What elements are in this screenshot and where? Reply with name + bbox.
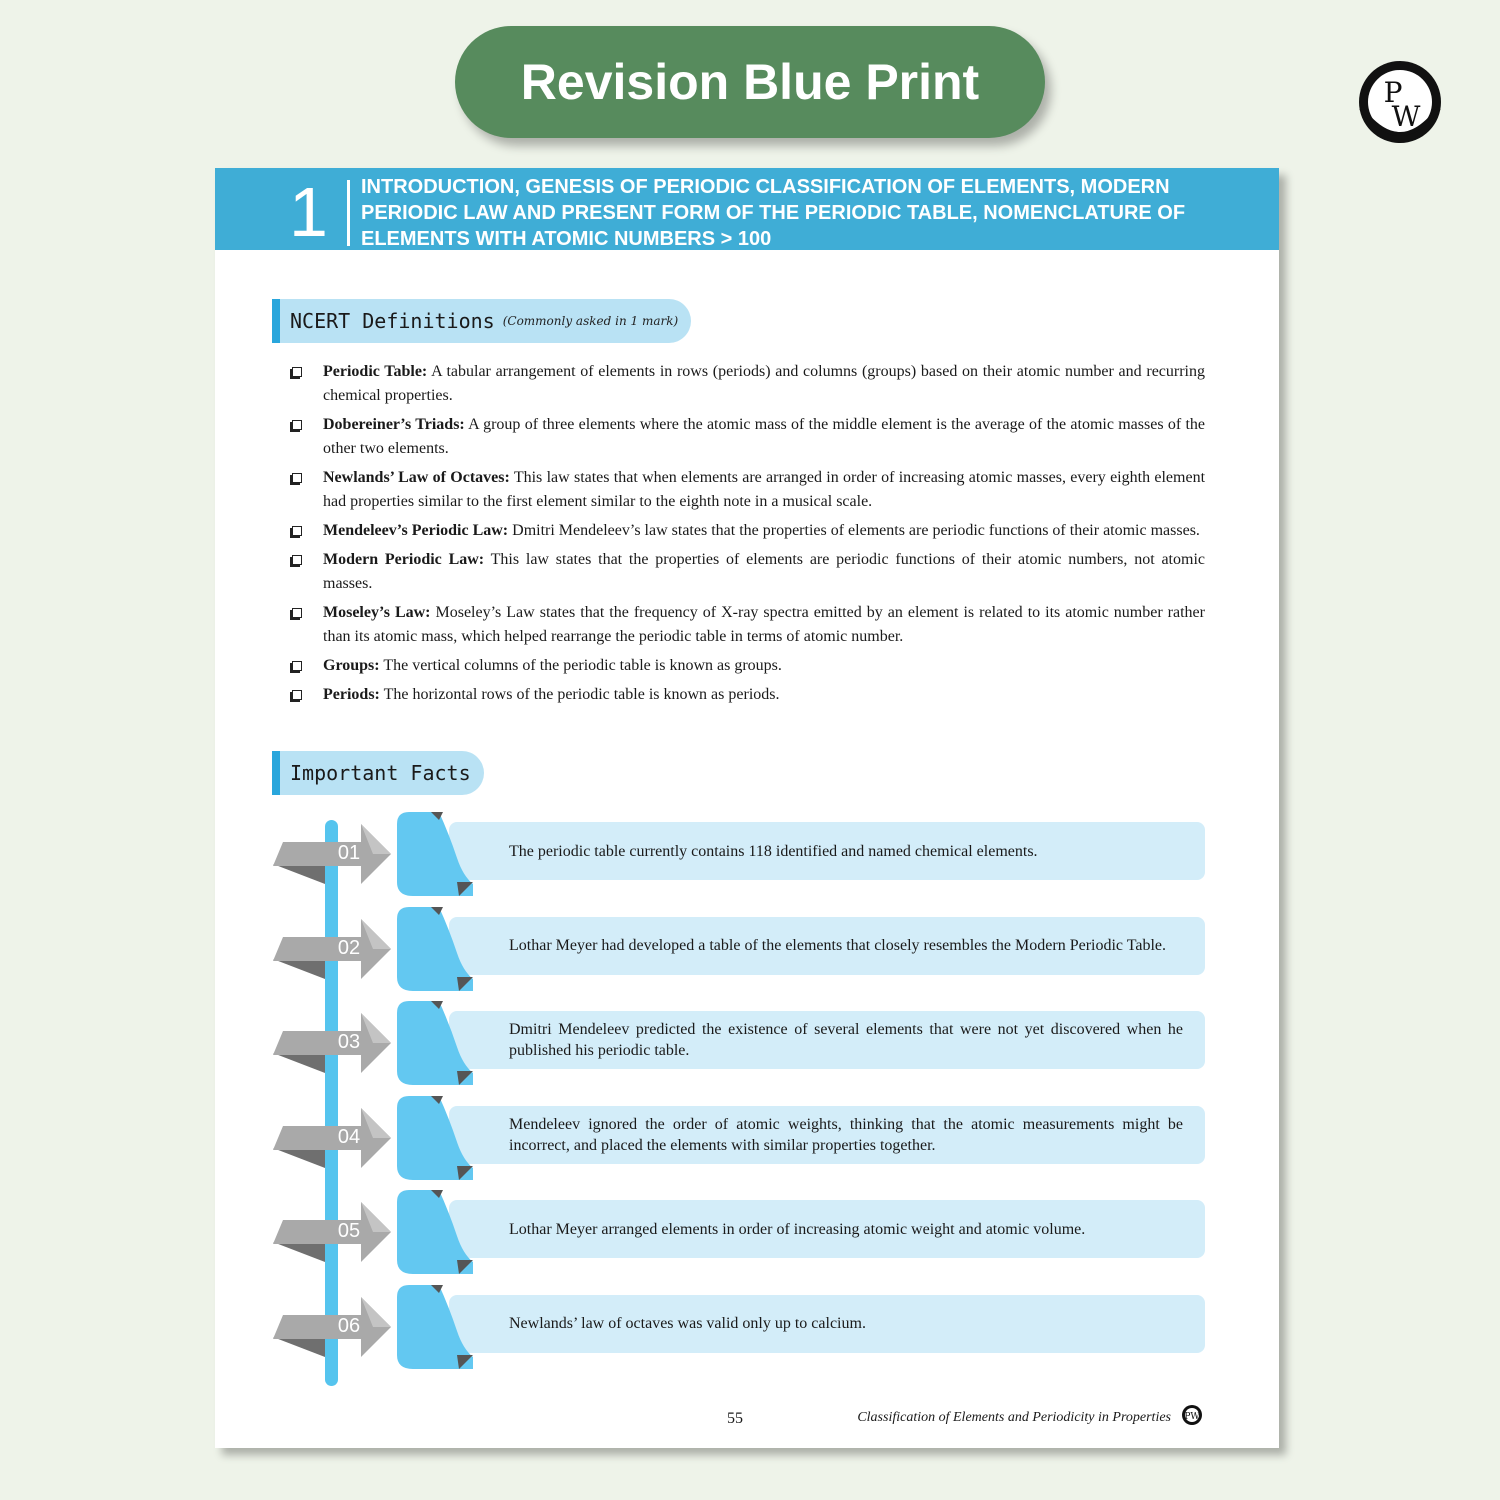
fact-number: 03 (337, 1031, 361, 1053)
folded-tab-icon (395, 1096, 475, 1180)
definition-item (290, 519, 1205, 543)
ncert-title: NCERT Definitions (290, 309, 495, 333)
fact-box (449, 1200, 1205, 1258)
fact-text: Lothar Meyer had developed a table of the elements that closely resembles the Modern Periodic Table. (509, 937, 1167, 954)
fact-box (449, 1011, 1205, 1069)
definition-text: Dmitri Mendeleev’s law states that the properties of elements are periodic functions of their atomic masses. (508, 522, 1200, 539)
book-page (215, 168, 1279, 1448)
svg-text:P: P (1383, 76, 1403, 109)
fact-item (273, 907, 1213, 991)
folded-tab-icon (395, 1285, 475, 1369)
definition-text: This law states that when elements are arranged in order of increasing atomic masses, every eighth element had properties similar to the first element similar to the eighth note in a musical scale. (323, 469, 1206, 510)
pw-logo (1356, 56, 1444, 148)
fact-text: Lothar Meyer arranged elements in order of increasing atomic weight and atomic volume. (509, 1220, 1086, 1238)
definition-item (290, 548, 1205, 596)
definition-text: The vertical columns of the periodic table is known as groups. (379, 657, 782, 674)
fact-number: 06 (337, 1314, 361, 1337)
fact-text: The periodic table currently contains 118 identified and named chemical elements. (509, 842, 1038, 860)
definition-term: Periods: (323, 686, 380, 703)
checkbox-bullet-icon (292, 473, 302, 483)
footer-chapter-title: Classification of Elements and Periodicity in Properties (857, 1410, 1171, 1425)
svg-text:PW: PW (1184, 1412, 1200, 1422)
fact-item (273, 1285, 1213, 1369)
definition-item (290, 683, 1205, 707)
folded-tab-icon (395, 907, 475, 991)
fact-text: Newlands’ law of octaves was valid only up to calcium. (509, 1315, 866, 1332)
fact-box (449, 1295, 1205, 1353)
fact-number: 05 (337, 1220, 361, 1242)
checkbox-bullet-icon (292, 608, 302, 618)
revision-banner (455, 26, 1045, 138)
fact-box (449, 822, 1205, 880)
definition-term: Newlands’ Law of Octaves: (323, 469, 510, 486)
definitions-list (290, 360, 1205, 712)
checkbox-bullet-icon (292, 367, 302, 377)
folded-tab-icon (395, 1190, 475, 1274)
fact-item (273, 1096, 1213, 1180)
fact-text: Mendeleev ignored the order of atomic weights, thinking that the atomic measurements might be incorrect, and placed the elements with similar properties together. (509, 1115, 1183, 1154)
definition-item (290, 654, 1205, 678)
footer-logo-icon (1181, 1404, 1203, 1426)
fact-text: Dmitri Mendeleev predicted the existence of several elements that were not yet discovered when he published his periodic table. (509, 1021, 1183, 1059)
definition-item (290, 360, 1205, 408)
fact-item (273, 812, 1213, 896)
checkbox-bullet-icon (292, 420, 302, 430)
definition-term: Dobereiner’s Triads: (323, 416, 465, 433)
definition-item (290, 601, 1205, 649)
chapter-title: INTRODUCTION, GENESIS OF PERIODIC CLASSIFICATION OF ELEMENTS, MODERN PERIODIC LAW AND PRESENT FORM OF THE PERIODIC TABLE, NOMENCLATURE OF ELEMENTS WITH ATOMIC NUMBERS > 100 (361, 176, 1186, 250)
definition-term: Moseley’s Law: (323, 604, 431, 621)
fact-box (449, 917, 1205, 975)
fact-number: 01 (337, 842, 361, 864)
definition-item (290, 466, 1205, 514)
definition-term: Mendeleev’s Periodic Law: (323, 522, 509, 539)
svg-text:W: W (1391, 100, 1421, 133)
definition-text: The horizontal rows of the periodic table is known as periods. (379, 686, 780, 703)
ncert-note: (Commonly asked in 1 mark) (502, 314, 679, 328)
checkbox-bullet-icon (292, 661, 302, 671)
chapter-header (215, 168, 1279, 250)
fact-box (449, 1106, 1205, 1164)
checkbox-bullet-icon (292, 555, 302, 565)
folded-tab-icon (395, 1001, 475, 1085)
checkbox-bullet-icon (292, 690, 302, 700)
definition-text: This law states that the properties of elements are periodic functions of their atomic numbers, not atomic masses. (323, 551, 1205, 592)
definition-text: A tabular arrangement of elements in rows (periods) and columns (groups) based on their atomic number and recurring chemical properties. (323, 363, 1205, 404)
ncert-section-header (272, 299, 691, 343)
banner-title: Revision Blue Print (520, 54, 980, 110)
definition-term: Modern Periodic Law: (323, 551, 485, 568)
fact-item (273, 1001, 1213, 1085)
facts-title: Important Facts (290, 761, 471, 785)
facts-section-header (272, 751, 484, 795)
checkbox-bullet-icon (292, 526, 302, 536)
definition-text: A group of three elements where the atomic mass of the middle element is the average of the atomic masses of the other two elements. (323, 416, 1205, 457)
chapter-divider (347, 180, 350, 246)
chapter-number: 1 (289, 173, 328, 251)
definition-text: Moseley’s Law states that the frequency of X-ray spectra emitted by an element is related to its atomic number rather than its atomic mass, which helped rearrange the periodic table in terms of atomic number. (323, 604, 1205, 645)
fact-number: 02 (337, 936, 361, 959)
definition-term: Groups: (323, 657, 380, 674)
fact-item (273, 1190, 1213, 1274)
folded-tab-icon (395, 812, 475, 896)
fact-number: 04 (337, 1125, 361, 1148)
definition-item (290, 413, 1205, 461)
page-number: 55 (727, 1410, 743, 1427)
definition-term: Periodic Table: (323, 363, 428, 380)
